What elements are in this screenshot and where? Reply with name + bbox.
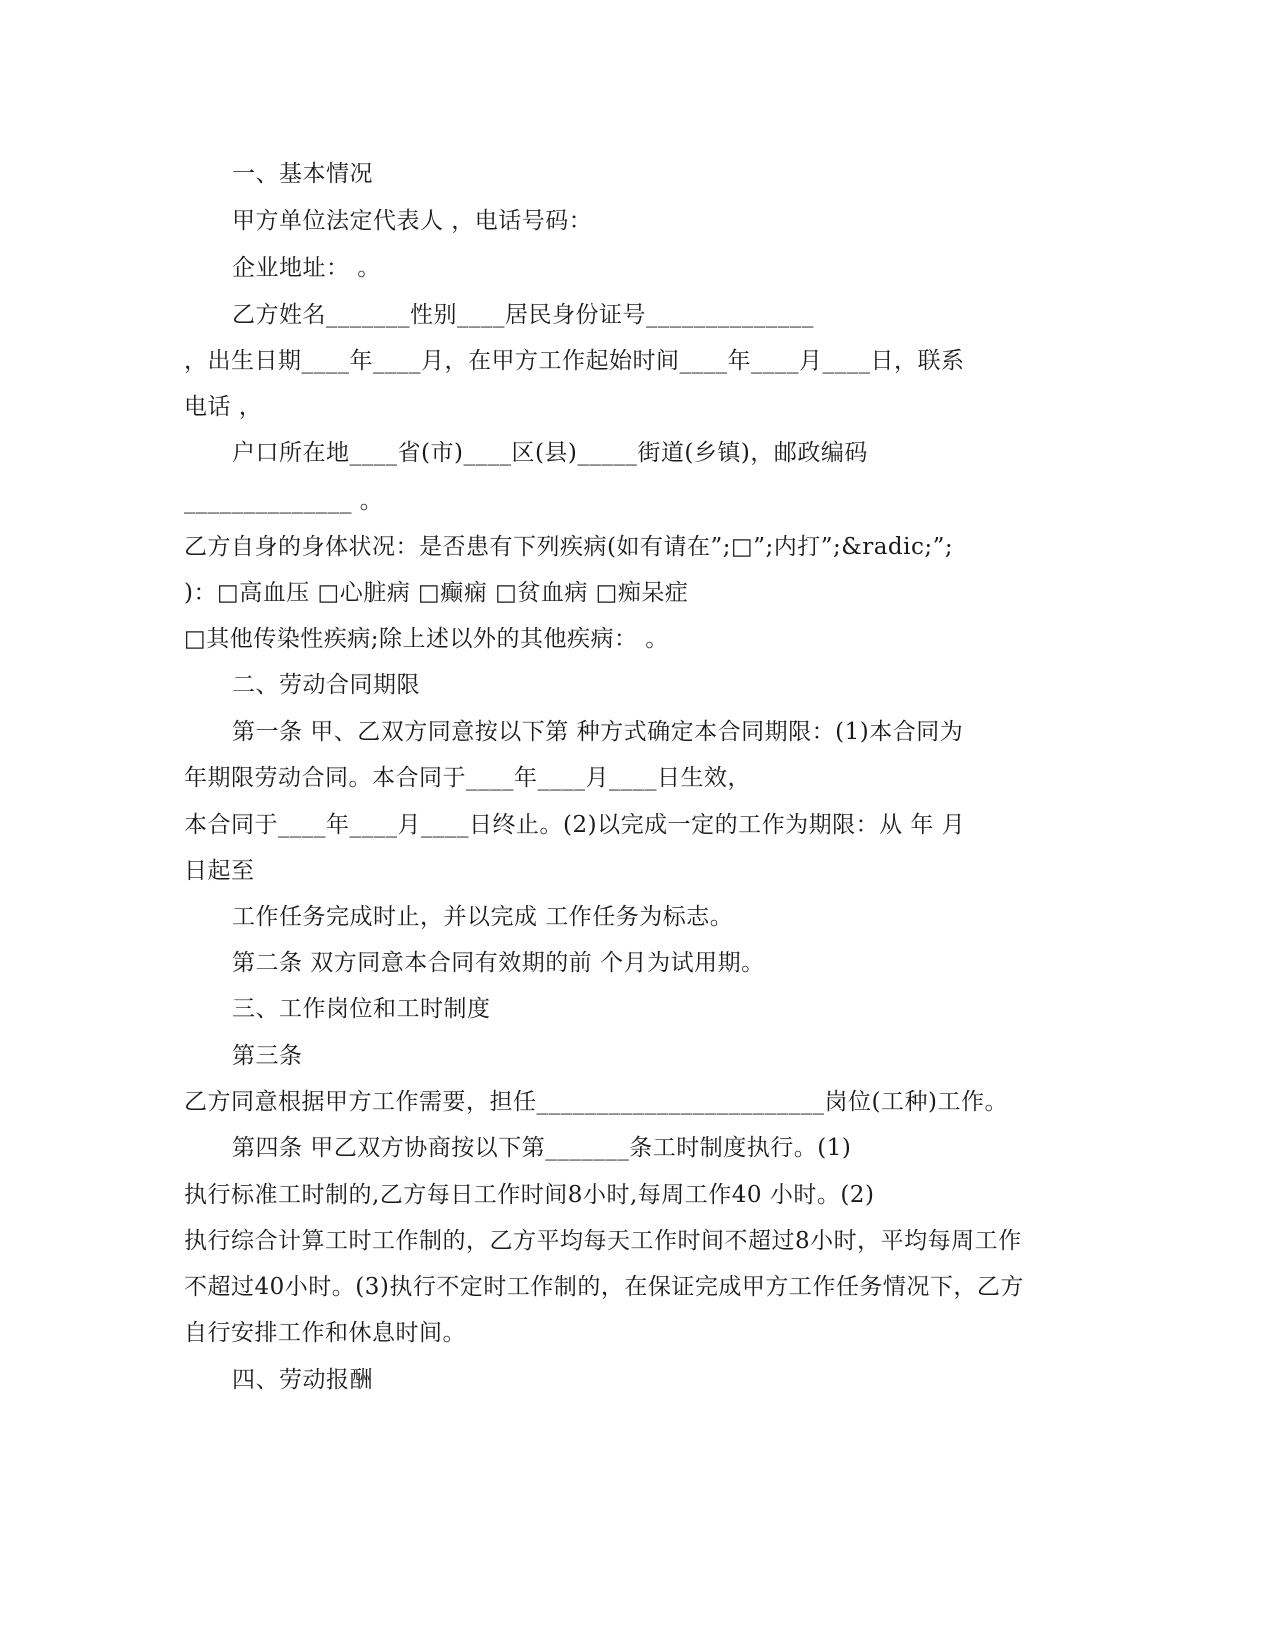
article-1-line-2: 年期限劳动合同。本合同于____年____月____日生效， [184,765,751,791]
section-heading-position-hours: 三、工作岗位和工时制度 [232,996,491,1022]
article-3-heading: 第三条 [232,1043,303,1069]
party-a-representative-line: 甲方单位法定代表人 ，电话号码： [232,208,593,234]
article-1-line-4: 日起至 [184,858,255,884]
article-4-line-1: 第四条 甲乙双方协商按以下第_______条工时制度执行。(1) [232,1135,852,1161]
phone-line: 电话 ， [184,394,263,420]
section-heading-basic-info: 一、基本情况 [232,161,373,187]
article-1-line-1: 第一条 甲、乙双方同意按以下第 种方式确定本合同期限：(1)本合同为 [232,719,964,745]
section-heading-remuneration: 四、劳动报酬 [232,1367,373,1393]
article-4-line-2: 执行标准工时制的,乙方每日工作时间8小时,每周工作40 小时。(2) [184,1182,875,1208]
article-2-line: 第二条 双方同意本合同有效期的前 个月为试用期。 [232,950,765,976]
postal-code-line: ______________ 。 [184,488,384,514]
article-3-line: 乙方同意根据甲方工作需要，担任________________________岗位(工种)工作。 [184,1089,1008,1115]
article-1-line-5: 工作任务完成时止，并以完成 工作任务为标志。 [232,904,734,930]
company-address-line: 企业地址： 。 [232,255,381,281]
article-4-line-5: 自行安排工作和休息时间。 [184,1320,466,1346]
article-1-line-3: 本合同于____年____月____日终止。(2)以完成一定的工作为期限：从 年 月 [184,812,966,838]
household-registration-line: 户口所在地____省(市)____区(县)_____街道(乡镇)，邮政编码 [232,440,868,466]
section-heading-contract-term: 二、劳动合同期限 [232,672,420,698]
birth-date-line: ，出生日期____年____月，在甲方工作起始时间____年____月____日，联系 [184,348,965,374]
party-b-name-line: 乙方姓名_______性别____居民身份证号______________ [232,302,814,328]
health-status-line: 乙方自身的身体状况：是否患有下列疾病(如有请在”;□”;内打”;&radic;”; [184,534,954,560]
disease-checklist-line: )：□高血压 □心脏病 □癫痫 □贫血病 □痴呆症 [184,580,689,606]
article-4-line-3: 执行综合计算工时工作制的，乙方平均每天工作时间不超过8小时，平均每周工作 [184,1228,1022,1254]
other-diseases-line: □其他传染性疾病;除上述以外的其他疾病： 。 [184,626,669,652]
article-4-line-4: 不超过40小时。(3)执行不定时工作制的，在保证完成甲方工作任务情况下，乙方 [184,1274,1024,1300]
